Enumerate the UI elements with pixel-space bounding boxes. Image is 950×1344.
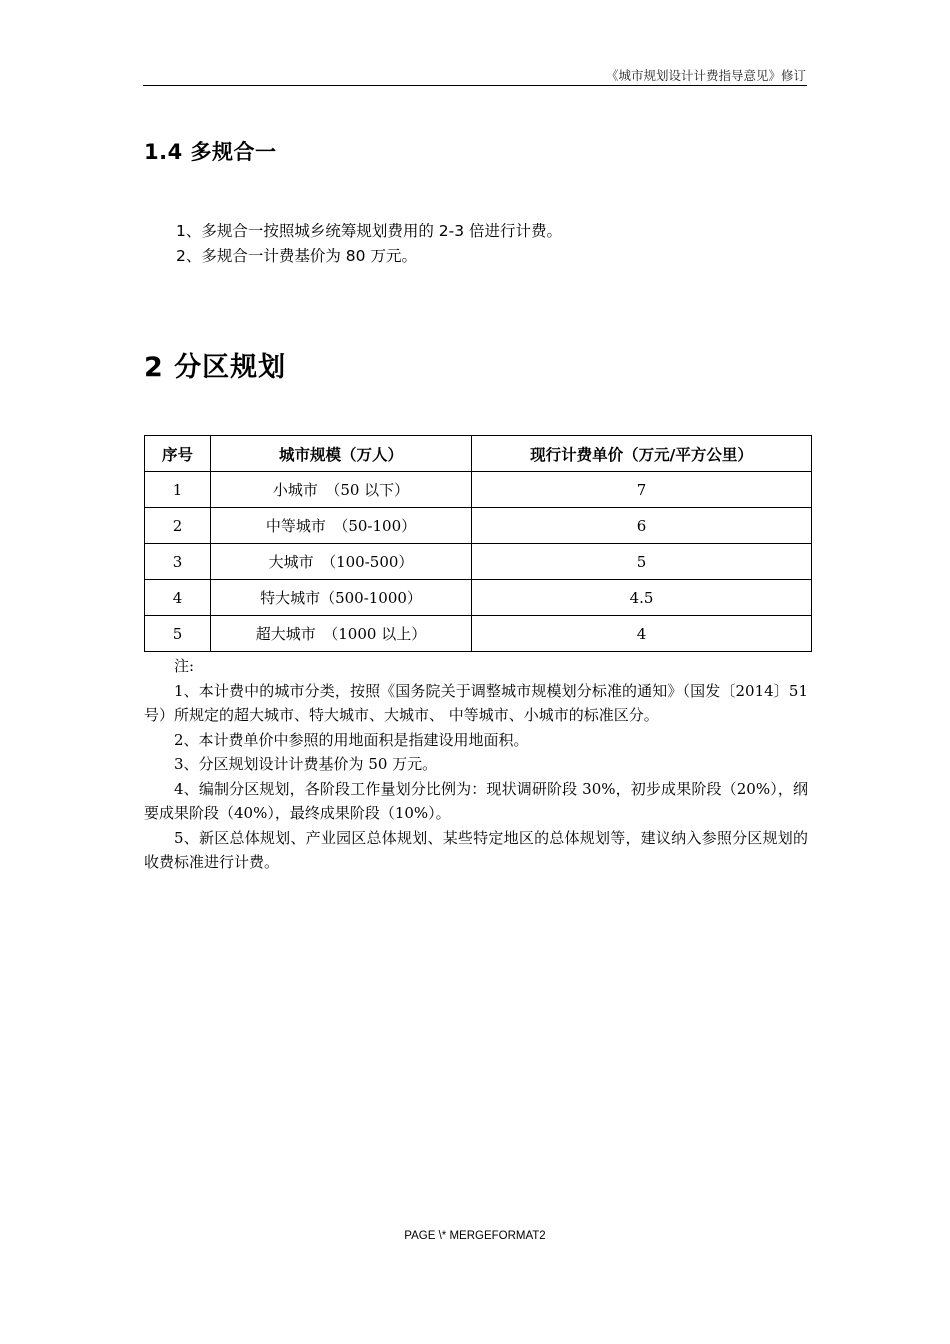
table-cell: 7 (472, 472, 812, 508)
table-row (145, 544, 812, 580)
fee-table (144, 435, 812, 652)
section-1-4-list (176, 219, 562, 269)
column-header-index: 序号 (145, 436, 211, 472)
running-header: 《城市规划设计计费指导意见》修订 (605, 68, 806, 83)
header-rule (143, 85, 807, 86)
table-cell: 1 (145, 472, 211, 508)
note-item: 2、本计费单价中参照的用地面积是指建设用地面积。 (174, 730, 529, 749)
table-notes (144, 654, 808, 875)
table-cell: 3 (145, 544, 211, 580)
table-cell: 特大城市（500-1000） (211, 580, 472, 616)
table-cell: 5 (145, 616, 211, 652)
notes-label: 注: (174, 657, 195, 675)
table-cell: 4 (145, 580, 211, 616)
table-cell: 2 (145, 508, 211, 544)
table-cell: 5 (472, 544, 812, 580)
table-row (145, 508, 812, 544)
list-item: 1、多规合一按照城乡统筹规划费用的 2-3 倍进行计费。 (176, 222, 563, 240)
table-row (145, 580, 812, 616)
table-cell: 中等城市 （50-100） (211, 508, 472, 544)
table-cell: 超大城市 （1000 以上） (211, 616, 472, 652)
note-item: 5、新区总体规划、产业园区总体规划、某些特定地区的总体规划等，建议纳入参照分区规划的收费标准进行计费。 (144, 828, 808, 871)
table-cell: 6 (472, 508, 812, 544)
table-row (145, 472, 812, 508)
note-item: 3、分区规划设计计费基价为 50 万元。 (174, 755, 438, 773)
column-header-city-scale: 城市规模（万人） (211, 436, 472, 472)
table-cell: 4.5 (472, 580, 812, 616)
note-item: 1、本计费中的城市分类，按照《国务院关于调整城市规模划分标准的通知》（国发〔2014〕51 号）所规定的超大城市、特大城市、大城市、 中等城市、小城市的标准区分。 (144, 681, 808, 724)
note-item: 4、编制分区规划，各阶段工作量划分比例为：现状调研阶段 30%，初步成果阶段（20%），纲要成果阶段（40%），最终成果阶段（10%）。 (144, 779, 808, 822)
page-footer: PAGE \* MERGEFORMAT2 (404, 1230, 546, 1242)
section-heading-1-4: 1.4 多规合一 (144, 140, 277, 164)
table-cell: 大城市 （100-500） (211, 544, 472, 580)
table-row (145, 616, 812, 652)
table-cell: 小城市 （50 以下） (211, 472, 472, 508)
table-header-row (145, 436, 812, 472)
list-item: 2、多规合一计费基价为 80 万元。 (176, 247, 417, 265)
table-cell: 4 (472, 616, 812, 652)
column-header-unit-price: 现行计费单价（万元/平方公里） (472, 436, 812, 472)
section-heading-2: 2 分区规划 (144, 352, 287, 383)
